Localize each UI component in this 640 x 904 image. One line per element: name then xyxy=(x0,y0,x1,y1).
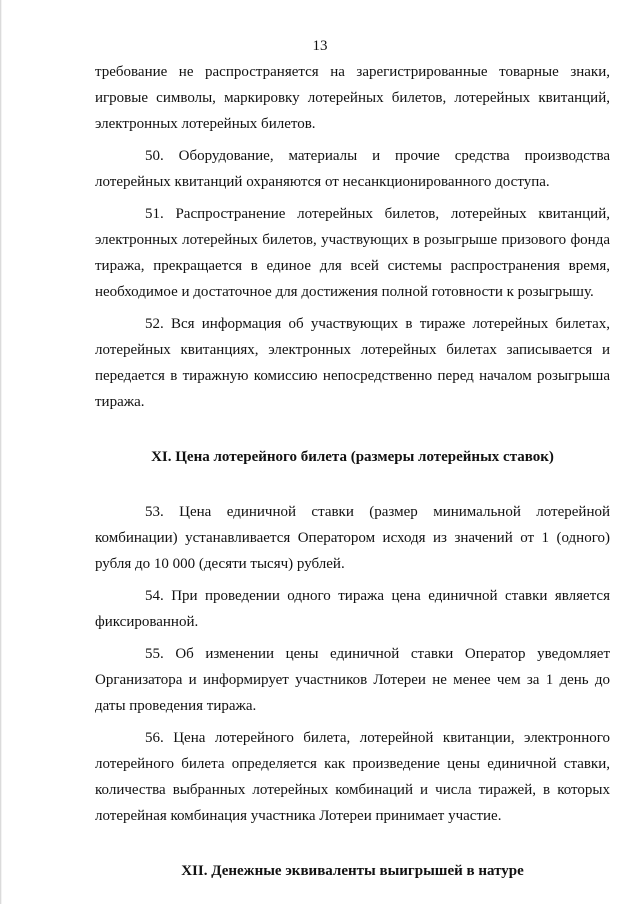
paragraph-51: 51. Распространение лотерейных билетов, лотерейных квитанций, электронных лотерейных билетов, участвующих в розыгрыше призового фонда тиража, прекращается в единое для всей системы распространения время, необходимое и достаточное для достижения полной готовности к розыгрышу. xyxy=(95,206,610,300)
page-number: 13 xyxy=(312,38,328,54)
section-heading-xi: XI. Цена лотерейного билета (размеры лотерейных ставок) xyxy=(151,449,554,465)
paragraph-56: 56. Цена лотерейного билета, лотерейной квитанции, электронного лотерейного билета определяется как произведение цены единичной ставки, количества выбранных лотерейных комбинаций и числа тиражей, в которых лотерейная комбинация участника Лотереи принимает участие. xyxy=(95,730,610,824)
section-heading-xii: XII. Денежные эквиваленты выигрышей в натуре xyxy=(181,863,524,879)
paragraph-52: 52. Вся информация об участвующих в тираже лотерейных билетах, лотерейных квитанциях, электронных лотерейных билетах записывается и передается в тиражную комиссию непосредственно перед началом розыгрыша тиража. xyxy=(95,316,610,410)
paragraph-53: 53. Цена единичной ставки (размер минимальной лотерейной комбинации) устанавливается Оператором исходя из значений от 1 (одного) рубля до 10 000 (десяти тысяч) рублей. xyxy=(95,504,610,572)
paragraph-50: 50. Оборудование, материалы и прочие средства производства лотерейных квитанций охраняются от несанкционированного доступа. xyxy=(95,148,610,190)
scan-edge xyxy=(0,0,2,904)
paragraph-55: 55. Об изменении цены единичной ставки Оператор уведомляет Организатора и информирует участников Лотереи не менее чем за 1 день до даты проведения тиража. xyxy=(95,646,610,714)
paragraph-54: 54. При проведении одного тиража цена единичной ставки является фиксированной. xyxy=(95,588,610,630)
paragraph-continuation: требование не распространяется на зарегистрированные товарные знаки, игровые символы, маркировку лотерейных билетов, лотерейных квитанций, электронных лотерейных билетов. xyxy=(95,64,610,132)
document-body xyxy=(95,59,610,890)
